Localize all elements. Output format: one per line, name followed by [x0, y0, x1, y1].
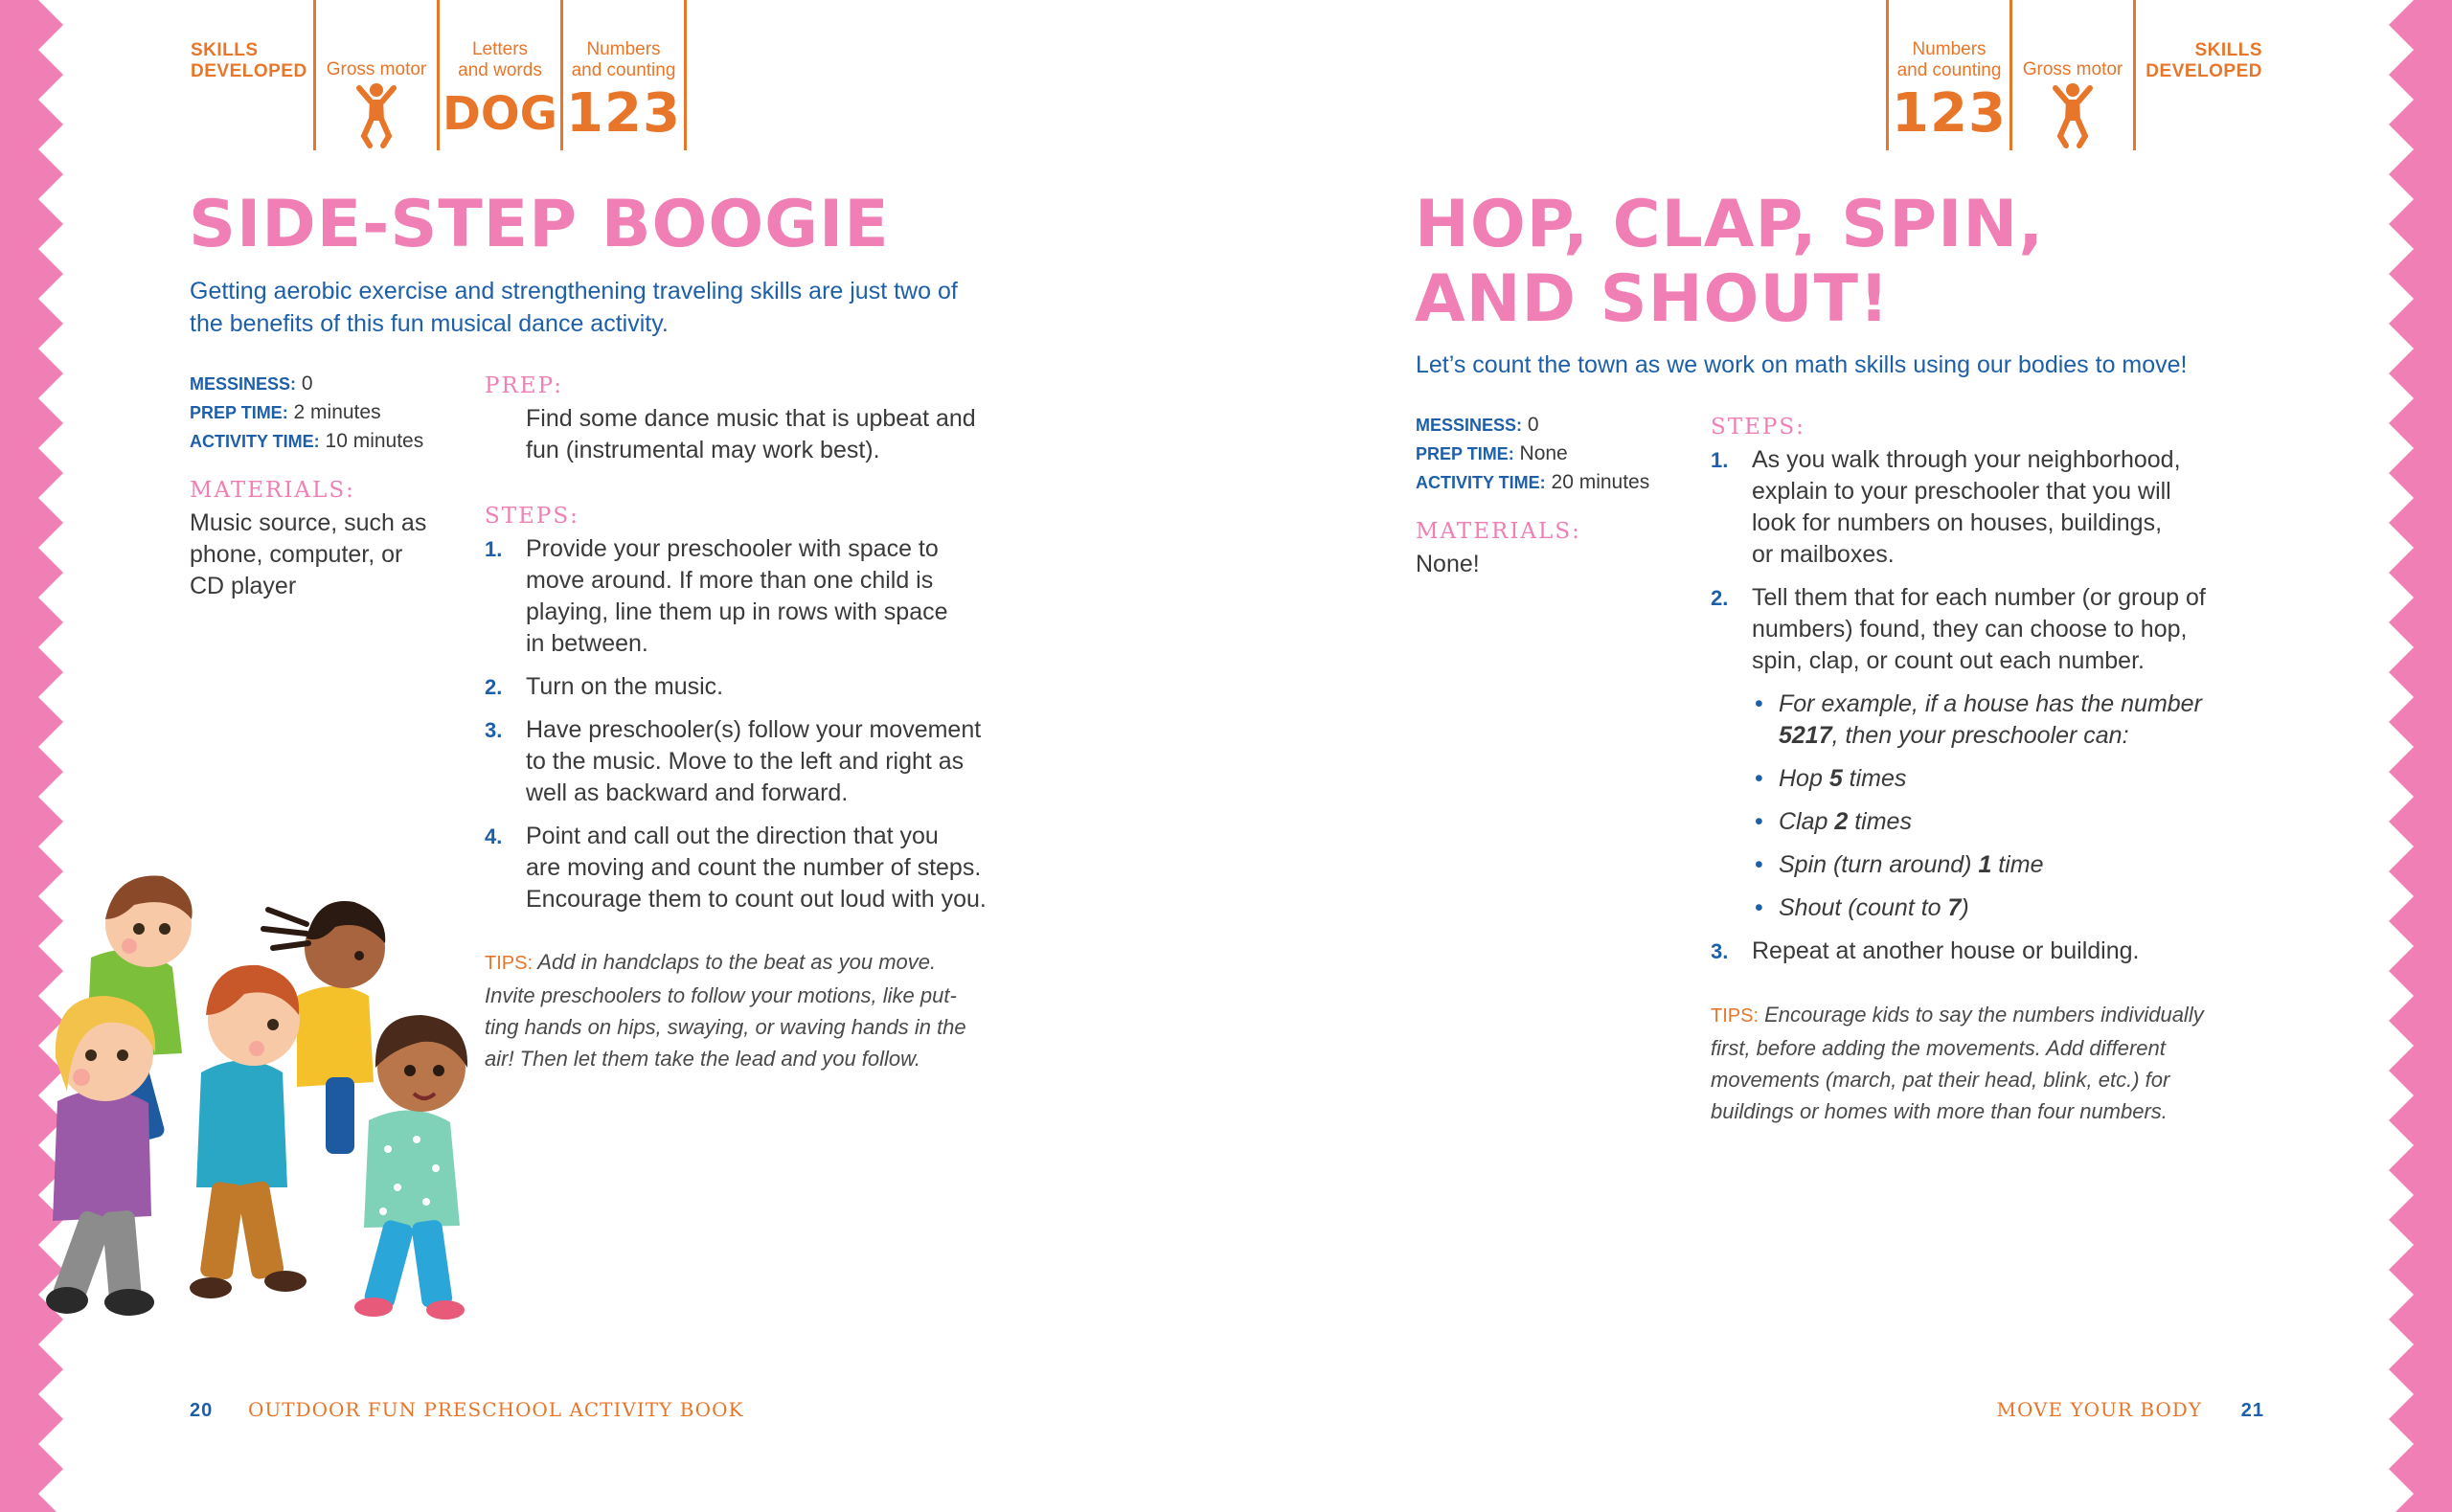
meta-value: 0: [1527, 414, 1539, 436]
activity-time-row: [190, 427, 423, 456]
skills-label-line2: DEVELOPED: [191, 61, 307, 81]
step-line: move around. If more than one child is: [526, 567, 934, 594]
steps-list: [485, 533, 1059, 927]
title-line: HOP, CLAP, SPIN,: [1415, 187, 2045, 262]
meta-label: ACTIVITY TIME:: [1416, 473, 1546, 492]
activity-intro: [190, 275, 1052, 340]
skill-letters-and-words: [437, 0, 560, 150]
bullet-item: [1752, 688, 2304, 752]
meta-label: MESSINESS:: [1416, 416, 1523, 435]
step-line: Provide your preschooler with space to: [526, 535, 939, 562]
step-line: are moving and count the number of steps.: [526, 854, 982, 881]
tips-label: TIPS:: [485, 953, 534, 974]
running-footer-title: MOVE YOUR BODY: [1996, 1398, 2203, 1421]
tips-line: buildings or homes with more than four numbers.: [1711, 1099, 2168, 1123]
step-line: playing, line them up in rows with space: [526, 598, 948, 625]
meta-label: PREP TIME:: [190, 403, 288, 422]
steps-heading: STEPS:: [1711, 415, 1805, 440]
step-line: spin, clap, or count out each number.: [1752, 647, 2145, 674]
skill-gross-motor: [2009, 0, 2136, 150]
left-footer: [190, 1398, 743, 1422]
step-line: Encourage them to count out loud with you.: [526, 886, 987, 913]
step-line: numbers) found, they can choose to hop,: [1752, 616, 2188, 643]
bullet-text: • For example, if a house has the number: [1779, 690, 2202, 717]
skills-developed-label: [2136, 0, 2262, 150]
prep-line: Find some dance music that is upbeat and: [526, 405, 976, 432]
jumping-person-icon: [354, 82, 398, 149]
steps-list: [1711, 444, 2304, 979]
bullet-item: [1752, 763, 2304, 795]
meta-label: MESSINESS:: [190, 374, 297, 394]
step-line: in between.: [526, 630, 648, 657]
numbers-123-glyph: 123: [566, 82, 681, 145]
skills-label-line1: SKILLS: [191, 40, 259, 60]
activity-meta: [190, 370, 423, 456]
tips-line: first, before adding the movements. Add different: [1711, 1036, 2166, 1060]
tips-line: air! Then let them take the lead and you follow.: [485, 1047, 920, 1071]
materials-line: None!: [1416, 551, 1480, 577]
right-skills-developed-header: [1886, 0, 2262, 150]
step-line: As you walk through your neighborhood,: [1752, 446, 2181, 473]
prep-time-row: [190, 398, 423, 427]
skill-title: Gross motor: [2022, 59, 2123, 79]
step-line: look for numbers on houses, buildings,: [1752, 509, 2163, 536]
step-line: well as backward and forward.: [526, 779, 849, 806]
bullet-text: Shout (count to: [1779, 894, 1948, 921]
meta-value: 0: [301, 372, 313, 395]
title-line: AND SHOUT!: [1415, 261, 1890, 337]
walking-children-illustration: [38, 852, 508, 1331]
skill-title-line2: and counting: [1896, 60, 2002, 80]
messiness-row: [1416, 411, 1649, 440]
meta-label: ACTIVITY TIME:: [190, 432, 320, 451]
numbers-123-glyph: 123: [1892, 82, 2007, 145]
bullet-text: times: [1848, 808, 1912, 835]
bullet-text: times: [1842, 765, 1907, 792]
step-line: to the music. Move to the left and right as: [526, 748, 965, 775]
skill-gross-motor: [313, 0, 437, 150]
skill-title-line1: Letters: [471, 39, 529, 59]
step-line: Repeat at another house or building.: [1752, 937, 2140, 964]
skill-title-line2: and counting: [571, 60, 676, 80]
messiness-row: [190, 370, 423, 398]
step-number: 2.: [485, 675, 503, 699]
step-line: Tell them that for each number (or group of: [1752, 584, 2206, 611]
materials-line: CD player: [190, 573, 297, 599]
bullet-bold-number: 7: [1947, 894, 1962, 921]
step-line: Point and call out the direction that you: [526, 823, 939, 849]
child-purple-shirt-figure: [46, 996, 155, 1316]
step-number: 2.: [1711, 586, 1729, 610]
step-line: Have preschooler(s) follow your movement: [526, 716, 982, 743]
meta-value: 2 minutes: [293, 401, 381, 423]
movement-bullet-list: [1752, 688, 2304, 924]
skills-label-line1: SKILLS: [2194, 40, 2262, 60]
tips-line: movements (march, pat their head, blink, etc.) for: [1711, 1068, 2170, 1092]
skill-title: [1889, 0, 2009, 81]
right-footer: [1997, 1398, 2264, 1422]
skill-title-line1: Numbers: [1912, 39, 1987, 59]
bullet-text: , then your preschooler can:: [1831, 722, 2129, 749]
skills-developed-label: [191, 0, 313, 150]
bullet-text: Spin (turn around): [1779, 851, 1979, 878]
skill-title: Gross motor: [326, 59, 427, 79]
bullet-item: [1752, 892, 2304, 924]
bullet-item: [1752, 806, 2304, 838]
meta-value: 20 minutes: [1551, 471, 1650, 493]
bullet-text: ): [1961, 894, 1969, 921]
tips-label: TIPS:: [1711, 1005, 1760, 1027]
activity-title: [1415, 188, 2044, 337]
step-line: Turn on the music.: [526, 673, 724, 700]
step-item: [1711, 582, 2304, 924]
intro-line: the benefits of this fun musical dance activity.: [190, 310, 669, 337]
skills-label-line2: DEVELOPED: [2146, 61, 2262, 81]
jumping-person-icon: [2051, 82, 2095, 149]
meta-value: None: [1519, 442, 1568, 464]
materials-list: [190, 508, 467, 602]
tips-line: Encourage kids to say the numbers individually: [1759, 1003, 2204, 1027]
bullet-bold-number: 5217: [1779, 722, 1832, 749]
step-number: 3.: [1711, 939, 1729, 963]
step-item: [485, 821, 1059, 915]
step-item: [485, 533, 1059, 660]
materials-list: [1416, 549, 1480, 580]
bullet-bold-number: 5: [1828, 765, 1843, 792]
bullet-item: [1752, 849, 2304, 881]
tips-line: Invite preschoolers to follow your motions, like put-: [485, 983, 957, 1007]
step-number: 1.: [1711, 448, 1729, 472]
prep-text: [526, 403, 1062, 466]
meta-value: 10 minutes: [325, 430, 424, 452]
skill-title: [440, 0, 560, 81]
step-item: [1711, 444, 2304, 571]
step-line: explain to your preschooler that you will: [1752, 478, 2171, 505]
steps-heading: STEPS:: [485, 504, 579, 529]
step-line: or mailboxes.: [1752, 541, 1895, 568]
materials-line: phone, computer, or: [190, 541, 403, 568]
skill-title-line2: and words: [458, 60, 542, 80]
step-number: 1.: [485, 537, 503, 561]
bullet-text: Hop: [1779, 765, 1829, 792]
activity-meta: [1416, 411, 1649, 497]
running-footer-title: OUTDOOR FUN PRESCHOOL ACTIVITY BOOK: [247, 1398, 744, 1421]
materials-line: Music source, such as: [190, 509, 427, 536]
bullet-text: time: [1991, 851, 2044, 878]
bullet-text: Clap: [1779, 808, 1835, 835]
tips-box: [1711, 999, 2285, 1127]
skill-title: [563, 0, 684, 81]
skill-title-line1: Numbers: [586, 39, 661, 59]
prep-time-row: [1416, 440, 1649, 468]
left-skills-developed-header: [191, 0, 687, 150]
step-number: 4.: [485, 824, 503, 848]
step-item: [485, 671, 1059, 703]
dog-letters-glyph: DOG: [442, 87, 558, 141]
tips-line: ting hands on hips, swaying, or waving hands in the: [485, 1015, 966, 1039]
materials-heading: MATERIALS:: [1416, 519, 1581, 544]
prep-heading: PREP:: [485, 373, 563, 398]
right-pink-zigzag-border: [2389, 0, 2452, 1512]
bullet-bold-number: 1: [1978, 851, 1992, 878]
step-item: [1711, 936, 2304, 967]
child-teal-shirt-figure: [190, 965, 306, 1298]
activity-title: SIDE-STEP BOOGIE: [189, 187, 890, 262]
tips-line: Add in handclaps to the beat as you move.: [533, 950, 937, 974]
page-number: 20: [190, 1400, 214, 1421]
skill-numbers-and-counting: [560, 0, 687, 150]
bullet-bold-number: 2: [1834, 808, 1849, 835]
activity-intro: Let’s count the town as we work on math skills using our bodies to move!: [1416, 351, 2188, 378]
tips-box: [485, 946, 1040, 1074]
step-number: 3.: [485, 718, 503, 742]
meta-label: PREP TIME:: [1416, 444, 1514, 463]
activity-time-row: [1416, 468, 1649, 497]
page-number: 21: [2240, 1400, 2264, 1421]
prep-line: fun (instrumental may work best).: [526, 437, 880, 463]
materials-heading: MATERIALS:: [190, 478, 355, 503]
skill-numbers-and-counting: [1886, 0, 2009, 150]
step-item: [485, 714, 1059, 809]
intro-line: Getting aerobic exercise and strengthening traveling skills are just two of: [190, 278, 958, 305]
